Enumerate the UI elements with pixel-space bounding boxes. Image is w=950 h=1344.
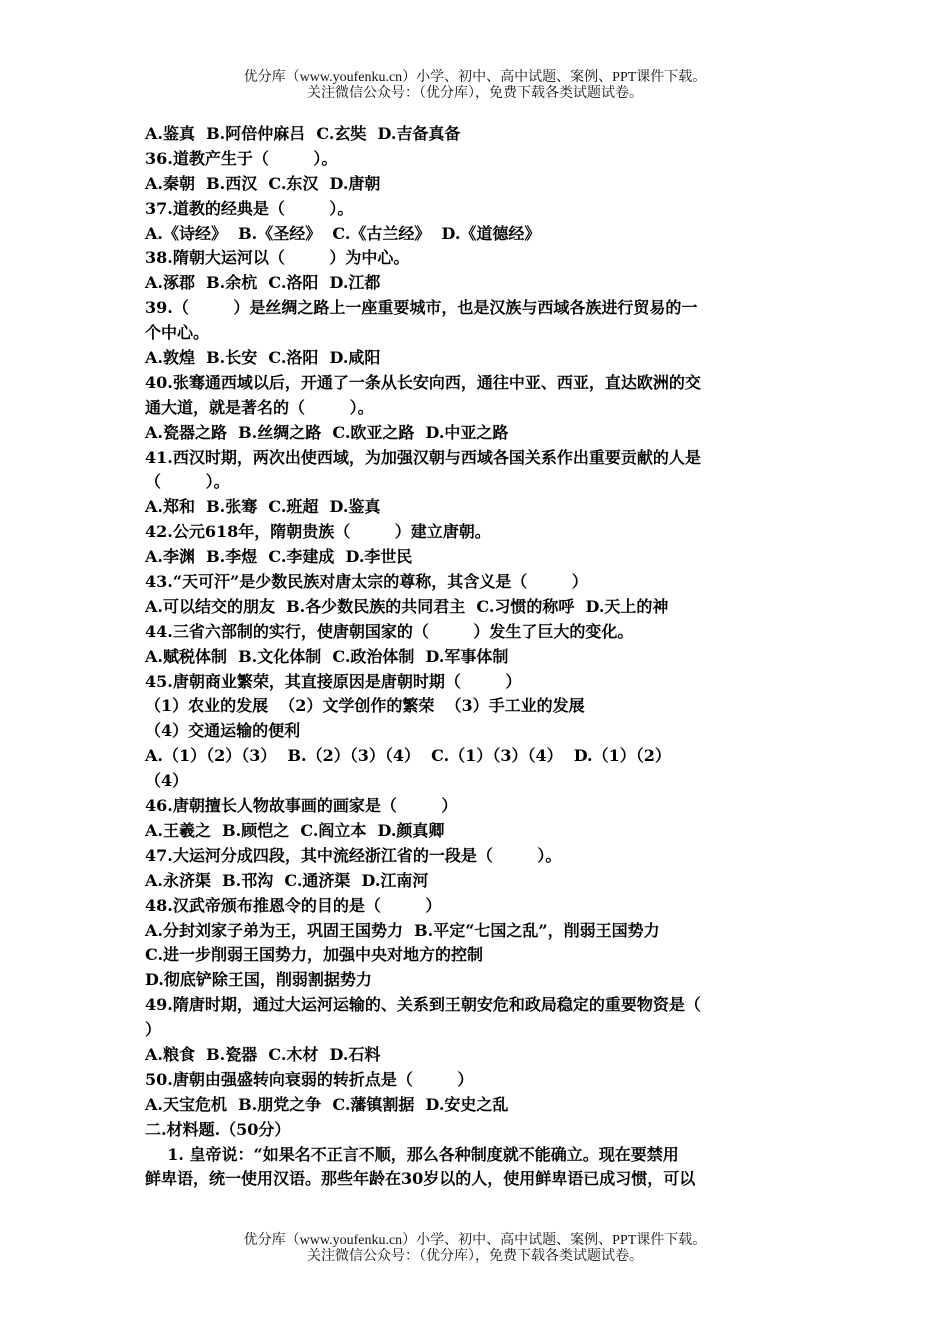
text-line: C.进一步削弱王国势力，加强中央对地方的控制: [145, 945, 484, 965]
text-line: A.（1）（2）（3） B.（2）（3）（4） C.（1）（3）（4） D.（1）（2）: [145, 746, 671, 766]
footer-line-2: 关注微信公众号：（优分库），免费下载各类试题试卷。: [307, 1249, 643, 1264]
text-line: 44.三省六部制的实行，使唐朝国家的（ ）发生了巨大的变化。: [145, 621, 634, 641]
text-line: 42.公元618年，隋朝贵族（ ）建立唐朝。: [145, 522, 491, 542]
text-line: A.郑和 B.张骞 C.班超 D.鉴真: [145, 497, 381, 517]
text-line: D.彻底铲除王国，削弱割据势力: [145, 970, 372, 990]
text-line: A.《诗经》 B.《圣经》 C.《古兰经》 D.《道德经》: [145, 223, 541, 243]
header-line-1: 优分库（www.youfenku.cn）小学、初中、高中试题、案例、PPT课件下载。: [243, 70, 707, 85]
text-line: A.秦朝 B.西汉 C.东汉 D.唐朝: [145, 173, 381, 193]
text-line: 37.道教的经典是（ ）。: [145, 198, 354, 218]
text-line: A.永济渠 B.邗沟 C.通济渠 D.江南河: [145, 870, 429, 890]
text-line: ）: [145, 1020, 162, 1040]
text-line: 46.唐朝擅长人物故事画的画家是（ ）: [145, 796, 458, 816]
footer-line-1: 优分库（www.youfenku.cn）小学、初中、高中试题、案例、PPT课件下载。: [243, 1233, 707, 1248]
text-line: 个中心。: [145, 323, 210, 343]
text-line: （4）交通运输的便利: [145, 721, 301, 741]
text-line: 41.西汉时期，两次出使西域，为加强汉朝与西域各国关系作出重要贡献的人是: [145, 447, 701, 467]
text-line: 36.道教产生于（ ）。: [145, 148, 338, 168]
text-line: A.李渊 B.李煜 C.李建成 D.李世民: [145, 547, 413, 567]
text-line: A.天宝危机 B.朋党之争 C.藩镇割据 D.安史之乱: [145, 1094, 509, 1114]
text-line: 通大道，就是著名的（ ）。: [145, 397, 374, 417]
text-line: 39.（ ）是丝绸之路上一座重要城市，也是汉族与西域各族进行贸易的一: [145, 298, 698, 318]
text-line: 47.大运河分成四段，其中流经浙江省的一段是（ ）。: [145, 845, 562, 865]
text-line: （4）: [145, 771, 189, 791]
text-line: 43.“天可汗”是少数民族对唐太宗的尊称，其含义是（ ）: [145, 572, 588, 592]
exam-body: [145, 122, 810, 1192]
text-line: A.粮食 B.瓷器 C.木材 D.石料: [145, 1044, 381, 1064]
text-line: A.分封刘家子弟为王，巩固王国势力 B.平定“七国之乱”，削弱王国势力: [145, 920, 660, 940]
text-line: 二.材料题.（50分）: [145, 1119, 291, 1139]
text-line: 50.唐朝由强盛转向衰弱的转折点是（ ）: [145, 1069, 474, 1089]
text-line: 鲜卑语，统一使用汉语。那些年龄在30岁以的人，使用鲜卑语已成习惯，可以: [145, 1169, 696, 1189]
text-line: 38.隋朝大运河以（ ）为中心。: [145, 248, 410, 268]
text-line: A.鉴真 B.阿倍仲麻吕 C.玄奘 D.吉备真备: [145, 124, 461, 143]
text-line: 1. 皇帝说：“如果名不正言不顺，那么各种制度就不能确立。现在要禁用: [145, 1144, 679, 1164]
text-line: （1）农业的发展 （2）文学创作的繁荣 （3）手工业的发展: [145, 696, 585, 716]
text-line: A.瓷器之路 B.丝绸之路 C.欧亚之路 D.中亚之路: [145, 422, 509, 442]
text-line: 48.汉武帝颁布推恩令的目的是（ ）: [145, 895, 442, 915]
text-line: 40.张骞通西域以后，开通了一条从长安向西，通往中亚、西亚，直达欧洲的交: [145, 372, 701, 392]
text-line: A.涿郡 B.余杭 C.洛阳 D.江都: [145, 273, 381, 293]
text-line: A.王羲之 B.顾恺之 C.阎立本 D.颜真卿: [145, 820, 445, 840]
header-line-2: 关注微信公众号：（优分库），免费下载各类试题试卷。: [307, 86, 643, 101]
text-line: A.可以结交的朋友 B.各少数民族的共同君主 C.习惯的称呼 D.天上的神: [145, 596, 669, 616]
text-line: A.敦煌 B.长安 C.洛阳 D.咸阳: [145, 348, 381, 368]
text-line: 49.隋唐时期，通过大运河运输的、关系到王朝安危和政局稳定的重要物资是（: [145, 995, 701, 1015]
page-header: [0, 70, 950, 102]
text-line: 45.唐朝商业繁荣，其直接原因是唐朝时期（ ）: [145, 671, 522, 691]
text-line: （ ）。: [145, 472, 230, 492]
text-line: A.赋税体制 B.文化体制 C.政治体制 D.军事体制: [145, 646, 509, 666]
page-footer: [0, 1233, 950, 1265]
